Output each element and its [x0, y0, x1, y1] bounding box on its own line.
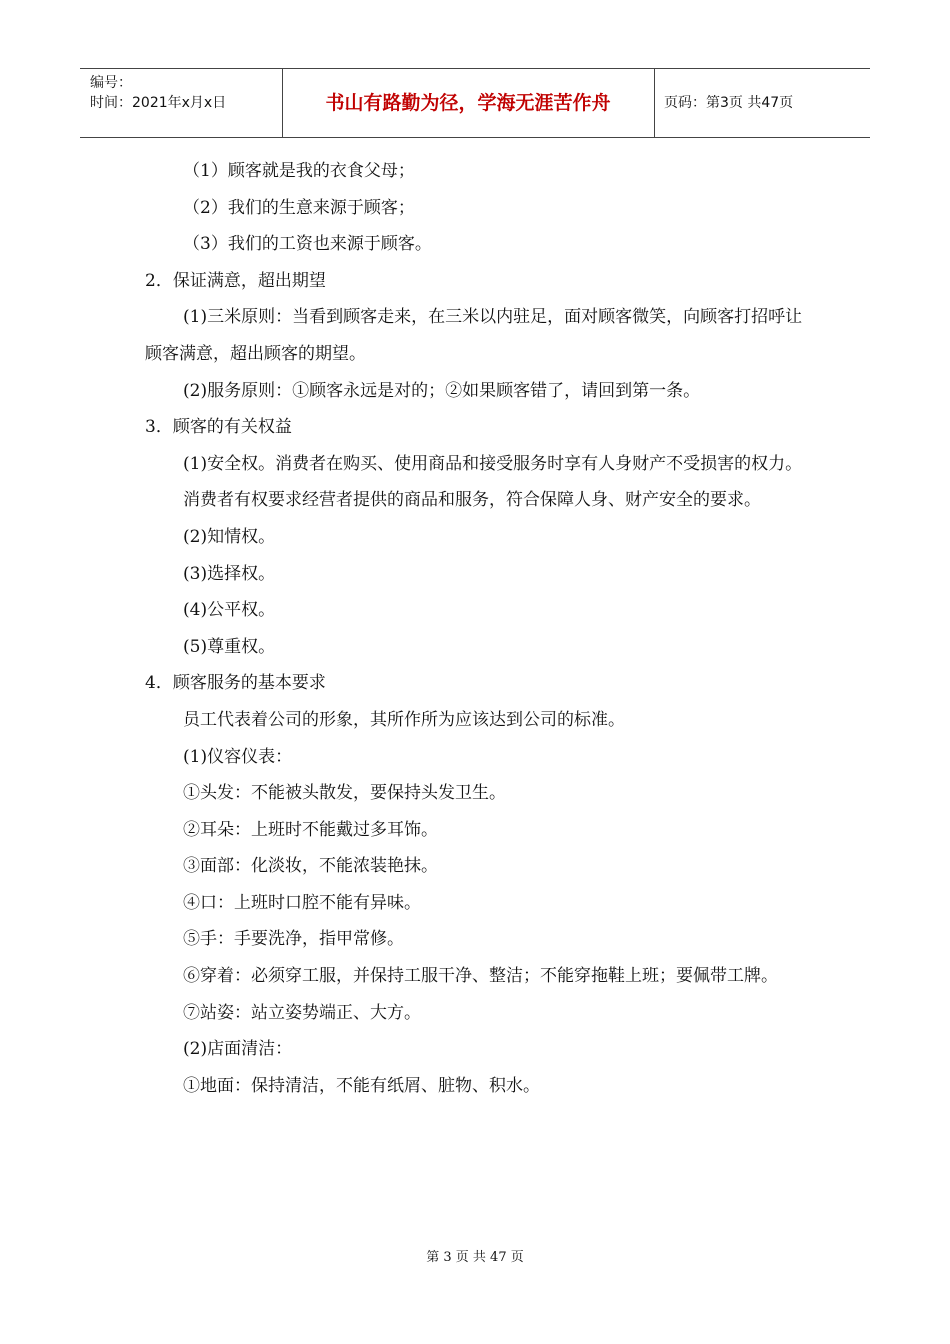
paragraph: (1)仪容仪表： — [183, 746, 293, 767]
section-heading: 3．顾客的有关权益 — [145, 417, 292, 438]
paragraph: (2)店面清洁： — [183, 1039, 293, 1060]
paragraph: ④口：上班时口腔不能有异味。 — [183, 892, 421, 913]
header-divider — [654, 69, 655, 137]
paragraph: ①地面：保持清洁，不能有纸屑、脏物、积水。 — [183, 1075, 540, 1096]
paragraph: ⑤手：手要洗净，指甲常修。 — [183, 929, 404, 950]
paragraph: ②耳朵：上班时不能戴过多耳饰。 — [183, 819, 438, 840]
paragraph: ⑥穿着：必须穿工服，并保持工服干净、整洁；不能穿拖鞋上班；要佩带工牌。 — [183, 966, 778, 987]
date-label: 时间：2021年x月x日 — [90, 95, 227, 111]
paragraph: (2)知情权。 — [183, 526, 276, 547]
paragraph: ③面部：化淡妆，不能浓装艳抹。 — [183, 856, 438, 877]
paragraph: (2)服务原则：①顾客永远是对的；②如果顾客错了，请回到第一条。 — [183, 380, 701, 401]
page-header — [80, 68, 870, 138]
paragraph: （1）顾客就是我的衣食父母； — [183, 161, 415, 181]
paragraph: 消费者有权要求经营者提供的商品和服务，符合保障人身、财产安全的要求。 — [183, 490, 761, 511]
section-heading: 2．保证满意，超出期望 — [145, 270, 326, 291]
paragraph: (1)安全权。消费者在购买、使用商品和接受服务时享有人身财产不受损害的权力。 — [183, 453, 803, 474]
paragraph: （3）我们的工资也来源于顾客。 — [183, 234, 432, 255]
paragraph: ①头发：不能被头散发，要保持头发卫生。 — [183, 783, 506, 804]
paragraph: (5)尊重权。 — [183, 636, 276, 657]
header-page-info: 页码：第3页 共47页 — [664, 95, 794, 111]
header-meta — [90, 73, 226, 113]
document-body — [145, 153, 805, 1104]
page-footer: 第 3 页 共 47 页 — [426, 1250, 524, 1265]
section-heading: 4．顾客服务的基本要求 — [145, 673, 326, 694]
paragraph: （2）我们的生意来源于顾客； — [183, 197, 415, 218]
paragraph: (3)选择权。 — [183, 563, 276, 584]
paragraph: 员工代表着公司的形象，其所作所为应该达到公司的标准。 — [183, 709, 625, 730]
paragraph: ⑦站姿：站立姿势端正、大方。 — [183, 1002, 421, 1023]
header-motto: 书山有路勤为径，学海无涯苦作舟 — [325, 92, 611, 114]
paragraph: (4)公平权。 — [183, 600, 276, 621]
code-label: 编号： — [90, 75, 132, 91]
paragraph: (1)三米原则：当看到顾客走来，在三米以内驻足，面对顾客微笑，向顾客打招呼让顾客满意，超出顾客的期望。 — [145, 307, 803, 364]
